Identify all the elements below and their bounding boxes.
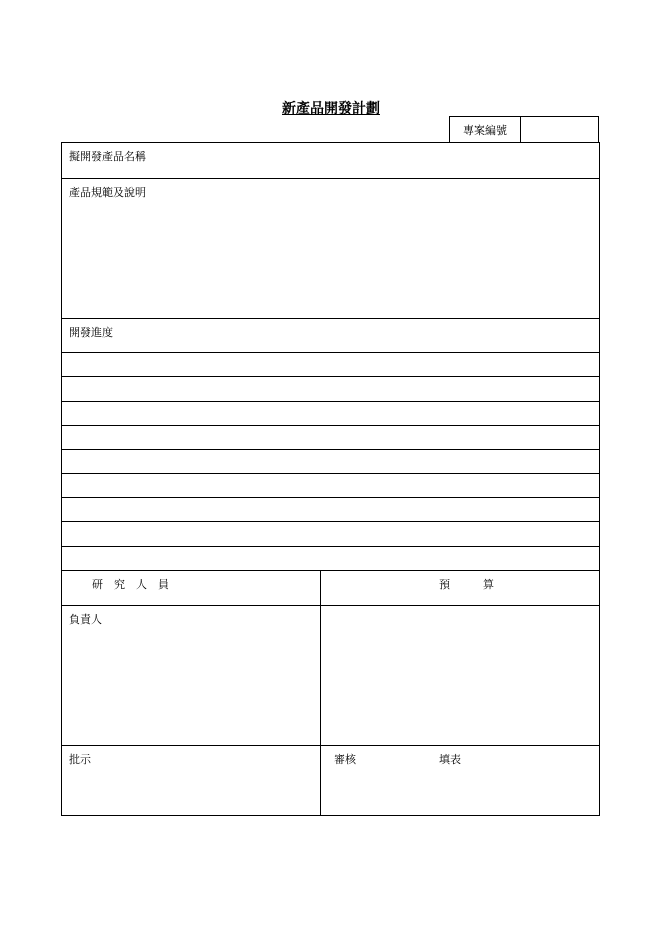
- project-number-label: 專案編號: [450, 117, 521, 142]
- instruction-label: 批示: [69, 753, 91, 766]
- spec-row[interactable]: [62, 179, 599, 319]
- schedule-row[interactable]: [62, 319, 599, 353]
- schedule-line[interactable]: [62, 522, 599, 547]
- schedule-label: 開發進度: [69, 326, 113, 339]
- column-divider: [320, 746, 321, 815]
- fill-label: 填表: [439, 753, 461, 766]
- schedule-line[interactable]: [62, 450, 599, 474]
- column-divider: [320, 606, 321, 745]
- researchers-label: 研 究 人 員: [92, 578, 169, 591]
- project-number-box: [449, 116, 599, 142]
- spec-label: 產品規範及說明: [69, 186, 146, 199]
- owner-label: 負責人: [69, 613, 102, 626]
- form-title: 新產品開發計劃: [282, 101, 380, 117]
- schedule-line[interactable]: [62, 377, 599, 402]
- review-label: 審核: [334, 753, 356, 766]
- schedule-line[interactable]: [62, 547, 599, 571]
- budget-label: 預 算: [439, 578, 494, 591]
- schedule-line[interactable]: [62, 353, 599, 377]
- approval-row: [62, 746, 599, 815]
- project-number-field[interactable]: [521, 117, 598, 142]
- staff-budget-body: [62, 606, 599, 746]
- schedule-line[interactable]: [62, 402, 599, 426]
- staff-budget-header: [62, 571, 599, 606]
- product-name-row[interactable]: [62, 143, 599, 179]
- schedule-line[interactable]: [62, 498, 599, 522]
- schedule-line[interactable]: [62, 426, 599, 450]
- column-divider: [320, 571, 321, 605]
- product-name-label: 擬開發產品名稱: [69, 150, 146, 163]
- schedule-line[interactable]: [62, 474, 599, 498]
- form-table: [61, 142, 600, 816]
